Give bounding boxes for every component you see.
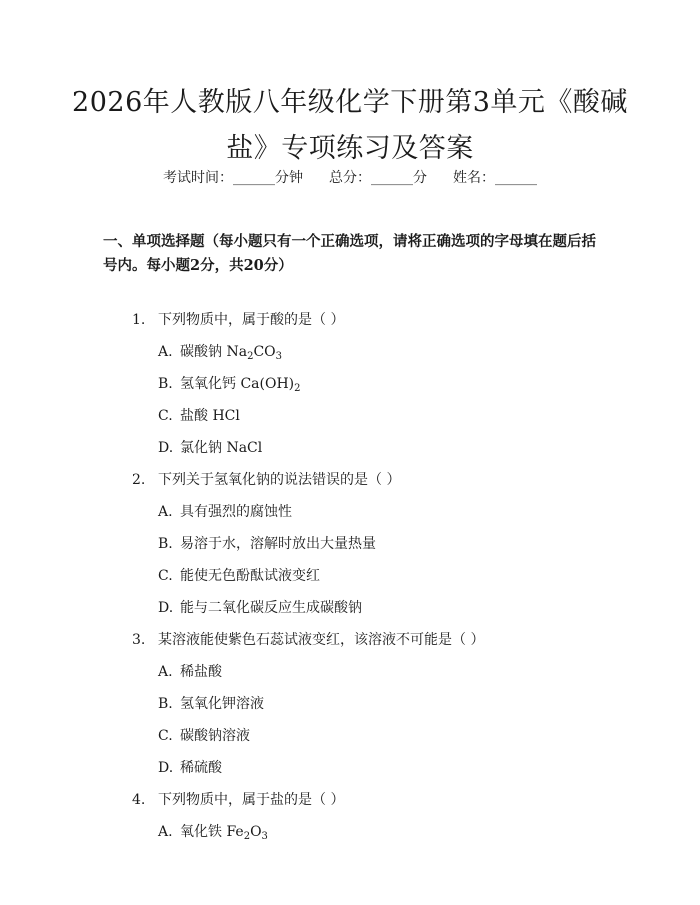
document-title: 2026年人教版八年级化学下册第3单元《酸碱盐》专项练习及答案 — [72, 87, 628, 164]
question — [132, 310, 344, 330]
section-heading: 一、单项选择题（每小题只有一个正确选项，请将正确选项的字母填在题后括号内。每小题2分，共20分） — [103, 233, 596, 274]
option-label: C. — [158, 728, 173, 744]
question-text: 下列关于氢氧化钠的说法错误的是（ ） — [158, 472, 401, 488]
option-text: 易溶于水，溶解时放出大量热量 — [180, 536, 376, 552]
option-text: 盐酸 HCl — [180, 408, 240, 424]
option — [158, 502, 292, 522]
option-text: 稀硫酸 — [180, 760, 222, 776]
option — [158, 822, 268, 842]
option-label: D. — [158, 440, 174, 456]
question-number: 4. — [132, 792, 146, 808]
option-text: 具有强烈的腐蚀性 — [180, 504, 292, 520]
option-label: B. — [158, 536, 173, 552]
option — [158, 342, 282, 362]
option-label: A. — [158, 344, 173, 360]
option-text: 氧化铁 — [180, 824, 227, 840]
option-label: D. — [158, 600, 174, 616]
student-name: 姓名：______ — [453, 170, 537, 186]
formula: $Fe_2O_3$ — [226, 824, 268, 842]
option — [158, 438, 262, 458]
question-number: 1. — [132, 312, 146, 328]
exam-score: 总分：______分 — [329, 170, 427, 186]
option — [158, 534, 376, 554]
question — [132, 470, 400, 490]
option-label: A. — [158, 504, 173, 520]
option-label: C. — [158, 408, 173, 424]
question-text: 下列物质中，属于盐的是（ ） — [158, 792, 345, 808]
question — [132, 630, 484, 650]
exam-meta — [0, 168, 700, 188]
formula: $Ca(OH)_2$ — [240, 376, 301, 394]
option-label: A. — [158, 664, 173, 680]
option — [158, 726, 250, 746]
option-label: A. — [158, 824, 173, 840]
question — [132, 790, 344, 810]
option-text: 碳酸钠 — [180, 344, 227, 360]
question-text: 下列物质中，属于酸的是（ ） — [158, 312, 345, 328]
option — [158, 566, 320, 586]
exam-time: 考试时间：______分钟 — [163, 170, 303, 186]
option-label: C. — [158, 568, 173, 584]
option-label: B. — [158, 696, 173, 712]
option — [158, 662, 222, 682]
option — [158, 598, 362, 618]
question-number: 3. — [132, 632, 146, 648]
question-number: 2. — [132, 472, 146, 488]
option-text: 氢氧化钙 — [180, 376, 241, 392]
option-text: 氢氧化钾溶液 — [180, 696, 264, 712]
option-text: 能使无色酚酞试液变红 — [180, 568, 320, 584]
option-text: 稀盐酸 — [180, 664, 222, 680]
option-label: B. — [158, 376, 173, 392]
option — [158, 694, 264, 714]
option-text: 能与二氧化碳反应生成碳酸钠 — [180, 600, 362, 616]
option-text: 碳酸钠溶液 — [180, 728, 250, 744]
formula: $Na_2CO_3$ — [226, 344, 283, 362]
option — [158, 406, 240, 426]
option — [158, 758, 222, 778]
option — [158, 374, 301, 394]
question-text: 某溶液能使紫色石蕊试液变红，该溶液不可能是（ ） — [158, 632, 485, 648]
option-label: D. — [158, 760, 174, 776]
option-text: 氯化钠 NaCl — [180, 440, 263, 456]
